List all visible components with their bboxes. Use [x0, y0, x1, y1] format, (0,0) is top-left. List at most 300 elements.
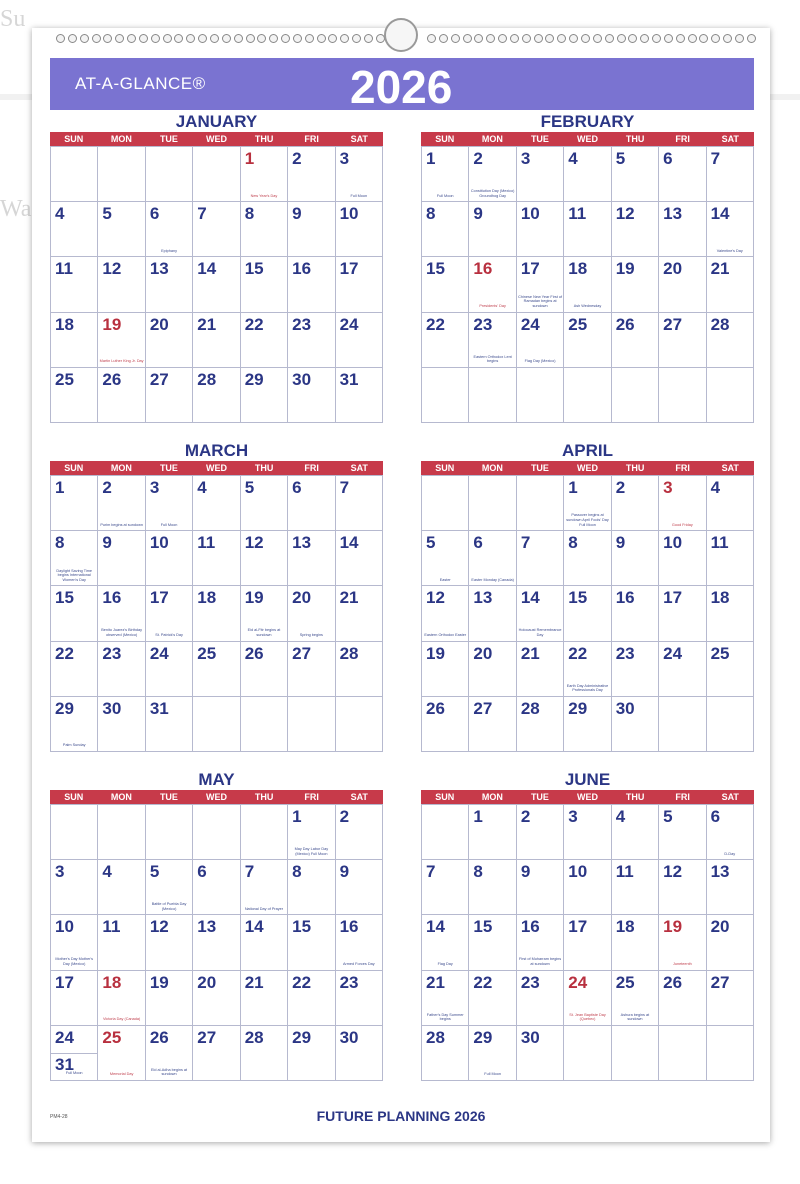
day-cell: [193, 805, 240, 860]
day-number: 19: [426, 643, 445, 663]
spiral-coil: [139, 34, 148, 43]
month-april: [421, 441, 754, 756]
day-cell: [612, 202, 659, 257]
day-cell: [659, 1026, 706, 1081]
day-event-note: Good Friday: [671, 522, 693, 527]
day-event-note: First of Muharram begins at sundown: [518, 957, 562, 966]
day-number: 15: [473, 917, 493, 937]
day-cell: [241, 1026, 288, 1081]
day-event-note: Memorial Day: [109, 1072, 134, 1077]
day-number: 2: [520, 807, 531, 826]
day-number: 16: [102, 588, 122, 608]
day-number: 14: [426, 917, 445, 937]
day-number: 5: [426, 533, 436, 553]
spiral-coil: [340, 34, 349, 43]
day-number: 6: [710, 807, 721, 826]
day-cell: [336, 313, 383, 368]
day-cell: [469, 531, 516, 586]
day-number: 8: [426, 204, 436, 224]
spiral-coil: [628, 34, 637, 43]
day-cell: [517, 586, 564, 641]
day-number: 27: [473, 698, 493, 718]
day-number: 10: [339, 204, 359, 224]
day-number: 24: [568, 972, 588, 992]
day-number: 16: [339, 917, 359, 937]
day-cell: [564, 915, 611, 970]
day-number: 9: [473, 204, 483, 224]
day-number: 3: [520, 149, 531, 168]
day-event-note: Palm Sunday: [62, 743, 86, 748]
day-number: 22: [473, 972, 493, 992]
day-number: 29: [244, 369, 264, 389]
spiral-coil: [269, 34, 278, 43]
day-cell: [336, 586, 383, 641]
day-cell: [51, 202, 98, 257]
day-cell: [98, 642, 145, 697]
month-title: JANUARY: [175, 112, 258, 131]
day-number: 3: [663, 478, 673, 497]
spiral-coil: [246, 34, 255, 43]
day-cell: [146, 257, 193, 312]
hanger-ring: [384, 18, 418, 52]
day-number: 10: [663, 533, 683, 553]
day-cell: [51, 805, 98, 860]
day-cell: [517, 915, 564, 970]
day-cell: [469, 642, 516, 697]
day-cell: [98, 531, 145, 586]
month-title: MARCH: [184, 441, 249, 460]
product-code: PM4-28: [50, 1114, 68, 1120]
day-cell: [707, 531, 754, 586]
spiral-coil: [364, 34, 373, 43]
spiral-coil: [498, 34, 507, 43]
day-number: 28: [710, 314, 730, 334]
day-event-note: Spring begins: [299, 633, 323, 637]
day-cell: [659, 642, 706, 697]
day-cell: [469, 313, 516, 368]
weekday-label: THU: [625, 463, 645, 473]
day-cell: [612, 147, 659, 202]
day-cell: [51, 313, 98, 368]
day-event-note: National Day of Prayer: [244, 906, 284, 911]
day-cell: [193, 1026, 240, 1081]
day-number: 14: [339, 533, 359, 553]
spiral-coil: [676, 34, 685, 43]
day-cell: [288, 202, 335, 257]
day-number: 9: [615, 533, 626, 553]
day-number: 31: [55, 1054, 74, 1074]
day-number: 22: [426, 314, 445, 334]
day-cell: [98, 805, 145, 860]
day-number: 19: [102, 314, 122, 334]
weekday-header: [50, 461, 383, 475]
spiral-coil: [510, 34, 519, 43]
day-cell: [564, 476, 611, 531]
day-event-note: Armed Forces Day: [342, 962, 375, 966]
day-event-note: Battle of Puebla Day (Mexico): [151, 902, 187, 911]
weekday-label: SUN: [435, 463, 455, 473]
day-cell: [659, 697, 706, 752]
day-cell: [517, 531, 564, 586]
day-number: 9: [292, 204, 302, 224]
day-cell: [469, 860, 516, 915]
weekday-label: THU: [254, 792, 274, 802]
day-cell: [707, 1026, 754, 1081]
weekday-label: MON: [481, 134, 503, 144]
day-number: 14: [197, 259, 217, 279]
day-grid: [50, 804, 383, 1081]
weekday-label: SAT: [721, 792, 739, 802]
day-number: 9: [102, 533, 112, 553]
day-number: 14: [710, 204, 730, 224]
day-cell: [612, 971, 659, 1026]
day-number: 2: [615, 478, 626, 497]
split-divider: [51, 1053, 97, 1054]
day-number: 7: [197, 204, 207, 224]
day-cell: [469, 805, 516, 860]
day-number: 8: [55, 533, 65, 553]
day-event-note: Earth Day Administrative Professionals Day: [566, 683, 609, 693]
day-number: 19: [663, 917, 683, 937]
day-cell: [707, 147, 754, 202]
day-event-note: Father's Day Summer begins: [426, 1012, 464, 1022]
day-number: 30: [339, 1027, 359, 1047]
day-number: 5: [244, 478, 255, 497]
day-grid: [421, 475, 754, 752]
day-cell: [241, 860, 288, 915]
weekday-label: WED: [206, 134, 228, 144]
day-number: 17: [520, 259, 540, 279]
day-cell: [241, 476, 288, 531]
spiral-coil: [293, 34, 302, 43]
weekday-label: FRI: [304, 792, 319, 802]
day-number: 2: [102, 478, 112, 497]
day-number: 11: [710, 533, 729, 553]
day-number: 25: [710, 643, 730, 663]
day-cell: [146, 805, 193, 860]
day-number: 3: [55, 862, 65, 882]
day-number: 29: [292, 1027, 312, 1047]
day-event-note: Eastern Orthodox Easter: [424, 633, 467, 637]
day-cell: [469, 971, 516, 1026]
spiral-coil: [222, 34, 231, 43]
day-cell: [241, 697, 288, 752]
day-number: 1: [426, 149, 436, 168]
day-cell: [241, 915, 288, 970]
day-number: 5: [149, 862, 160, 882]
weekday-label: SUN: [64, 134, 84, 144]
weekday-label: FRI: [675, 463, 690, 473]
day-event-note: Purim begins at sundown: [100, 522, 143, 527]
day-cell: [517, 476, 564, 531]
day-number: 14: [520, 588, 540, 608]
month-february: [421, 112, 754, 427]
day-cell: [422, 202, 469, 257]
day-number: 7: [244, 862, 255, 882]
day-cell: [288, 860, 335, 915]
day-number: 15: [568, 588, 588, 608]
day-cell: [612, 586, 659, 641]
day-cell: [707, 915, 754, 970]
day-number: 6: [197, 862, 207, 882]
spiral-coil: [652, 34, 661, 43]
day-cell: [612, 805, 659, 860]
day-number: 13: [663, 204, 683, 224]
day-cell: [288, 697, 335, 752]
weekday-label: TUE: [159, 463, 178, 473]
day-cell: [336, 1026, 383, 1081]
day-number: 1: [473, 807, 483, 826]
weekday-label: MON: [481, 463, 503, 473]
day-cell: [288, 971, 335, 1026]
day-cell: [564, 805, 611, 860]
day-cell: [193, 257, 240, 312]
day-event-note: Martin Luther King Jr. Day: [99, 359, 144, 364]
day-grid: [421, 146, 754, 423]
spiral-coil: [305, 34, 314, 43]
spiral-coil: [640, 34, 649, 43]
spiral-coil: [163, 34, 172, 43]
day-cell: [612, 313, 659, 368]
spiral-coil: [664, 34, 673, 43]
day-number: 23: [102, 643, 122, 663]
day-cell: [98, 202, 145, 257]
day-event-note: Flag Day (Mexico): [524, 359, 556, 364]
day-number: 18: [615, 917, 635, 937]
day-number: 6: [473, 533, 483, 553]
spiral-coil: [463, 34, 472, 43]
weekday-label: THU: [625, 134, 645, 144]
day-event-note: Valentine's Day: [716, 248, 743, 253]
day-number: 4: [710, 478, 721, 497]
day-cell: [517, 202, 564, 257]
day-event-note: D-Day: [724, 851, 736, 856]
day-cell: [707, 971, 754, 1026]
day-cell: [336, 642, 383, 697]
day-cell: [517, 1026, 564, 1081]
day-cell: [707, 860, 754, 915]
day-number: 16: [473, 259, 493, 279]
day-number: 5: [102, 204, 112, 224]
day-cell: [288, 476, 335, 531]
weekday-label: TUE: [159, 134, 178, 144]
weekday-label: MON: [110, 792, 132, 802]
day-number: 19: [615, 259, 635, 279]
day-cell: [659, 202, 706, 257]
weekday-label: WED: [206, 463, 228, 473]
day-cell: [517, 257, 564, 312]
day-cell: [422, 697, 469, 752]
day-event-note: St. Patrick's Day: [155, 633, 183, 637]
day-number: 13: [710, 862, 730, 882]
weekday-label: SAT: [350, 134, 368, 144]
day-number: 17: [339, 259, 359, 279]
day-cell: [659, 915, 706, 970]
day-event-note: Eid al-Adha begins at sundown: [151, 1067, 188, 1077]
day-cell: [193, 147, 240, 202]
day-number: 21: [244, 972, 264, 992]
footer-title: FUTURE PLANNING 2026: [316, 1108, 486, 1124]
day-cell: [336, 860, 383, 915]
background-page-text: Su: [0, 6, 26, 32]
weekday-header: [421, 790, 754, 804]
day-number: 8: [292, 862, 302, 882]
day-event-note: Ash Wednesday: [573, 304, 602, 308]
day-cell: [193, 476, 240, 531]
day-cell: [422, 805, 469, 860]
day-number: 18: [197, 588, 217, 608]
day-cell: [98, 915, 145, 970]
spiral-coil: [557, 34, 566, 43]
spiral-coil: [474, 34, 483, 43]
day-cell: [564, 1026, 611, 1081]
day-cell: [517, 368, 564, 423]
day-number: 29: [55, 698, 74, 718]
day-number: 30: [102, 698, 122, 718]
weekday-label: TUE: [530, 463, 549, 473]
day-cell: [707, 697, 754, 752]
day-number: 28: [426, 1027, 445, 1047]
day-number: 10: [55, 917, 74, 937]
day-number: 15: [292, 917, 312, 937]
day-cell: [659, 586, 706, 641]
day-cell: [241, 257, 288, 312]
day-cell: [241, 971, 288, 1026]
weekday-label: FRI: [304, 134, 319, 144]
spiral-coil: [427, 34, 436, 43]
day-cell: [146, 368, 193, 423]
day-grid: [50, 146, 383, 423]
spiral-coil: [328, 34, 337, 43]
weekday-label: WED: [577, 792, 599, 802]
day-cell: [51, 476, 98, 531]
day-cell: [612, 368, 659, 423]
day-number: 11: [568, 204, 587, 224]
day-cell: [517, 805, 564, 860]
day-number: 8: [244, 204, 255, 224]
day-cell: [469, 147, 516, 202]
day-cell: [564, 586, 611, 641]
day-number: 21: [710, 259, 730, 279]
spiral-coil: [68, 34, 77, 43]
day-cell: [98, 697, 145, 752]
weekday-label: WED: [577, 463, 599, 473]
day-cell: [469, 697, 516, 752]
spiral-coil: [723, 34, 732, 43]
day-event-note: Full Moon: [160, 522, 178, 527]
day-cell: [51, 257, 98, 312]
spiral-coil: [56, 34, 65, 43]
day-number: 17: [568, 917, 588, 937]
day-number: 26: [663, 972, 683, 992]
day-number: 12: [102, 259, 122, 279]
day-cell: [146, 1026, 193, 1081]
spiral-coil: [103, 34, 112, 43]
day-event-note: Passover begins at sundown April Fools' Day Full Moon: [566, 513, 609, 527]
day-cell: [98, 971, 145, 1026]
day-number: 20: [292, 588, 312, 608]
day-cell: [422, 971, 469, 1026]
day-cell: [469, 368, 516, 423]
month-january: [50, 112, 383, 427]
day-cell: [659, 805, 706, 860]
day-number: 6: [663, 149, 673, 168]
spiral-coil: [92, 34, 101, 43]
day-cell: [469, 915, 516, 970]
day-cell: [564, 531, 611, 586]
day-number: 20: [197, 972, 217, 992]
day-event-note: Flag Day: [437, 962, 453, 966]
day-cell: [422, 915, 469, 970]
day-cell: [98, 313, 145, 368]
day-number: 26: [244, 643, 264, 663]
day-cell: [51, 531, 98, 586]
day-cell: [564, 971, 611, 1026]
day-number: 20: [663, 259, 683, 279]
day-number: 19: [149, 972, 169, 992]
day-number: 4: [197, 478, 207, 497]
day-number: 23: [615, 643, 635, 663]
day-number: 10: [520, 204, 540, 224]
day-cell: [288, 368, 335, 423]
weekday-label: TUE: [530, 134, 549, 144]
day-event-note: May Day Labor Day (Mexico) Full Moon: [294, 847, 329, 856]
day-cell: [612, 257, 659, 312]
day-number: 7: [339, 478, 350, 497]
day-event-note: Mother's Day Mother's Day (Mexico): [55, 957, 94, 966]
day-number: 25: [102, 1027, 122, 1047]
day-cell: [422, 860, 469, 915]
spiral-coil: [115, 34, 124, 43]
day-number: 28: [244, 1027, 264, 1047]
day-cell: [51, 860, 98, 915]
day-cell: [51, 642, 98, 697]
day-number: 10: [149, 533, 169, 553]
day-number: 2: [292, 149, 302, 168]
month-title: JUNE: [564, 770, 611, 789]
day-number: 7: [710, 149, 721, 168]
spiral-coil: [210, 34, 219, 43]
day-number: 12: [244, 533, 264, 553]
day-cell: [469, 202, 516, 257]
day-event-note: Holocaust Remembrance Day: [518, 628, 562, 637]
weekday-label: MON: [481, 792, 503, 802]
day-cell: [517, 147, 564, 202]
day-cell: [241, 368, 288, 423]
day-cell: [659, 368, 706, 423]
spiral-coil: [569, 34, 578, 43]
day-cell: [288, 586, 335, 641]
day-cell: [288, 531, 335, 586]
day-number: 17: [663, 588, 683, 608]
weekday-label: THU: [254, 134, 274, 144]
day-number: 28: [520, 698, 540, 718]
spiral-coil: [688, 34, 697, 43]
day-cell: [564, 368, 611, 423]
day-cell: [707, 805, 754, 860]
weekday-label: THU: [625, 792, 645, 802]
weekday-label: MON: [110, 463, 132, 473]
day-number: 21: [197, 314, 217, 334]
day-cell: [98, 1026, 145, 1081]
day-number: 12: [426, 588, 445, 608]
day-number: 23: [339, 972, 359, 992]
day-number: 6: [292, 478, 302, 497]
day-event-note: Full Moon: [436, 193, 454, 198]
day-number: 13: [292, 533, 312, 553]
day-cell: [241, 531, 288, 586]
day-cell: [336, 147, 383, 202]
